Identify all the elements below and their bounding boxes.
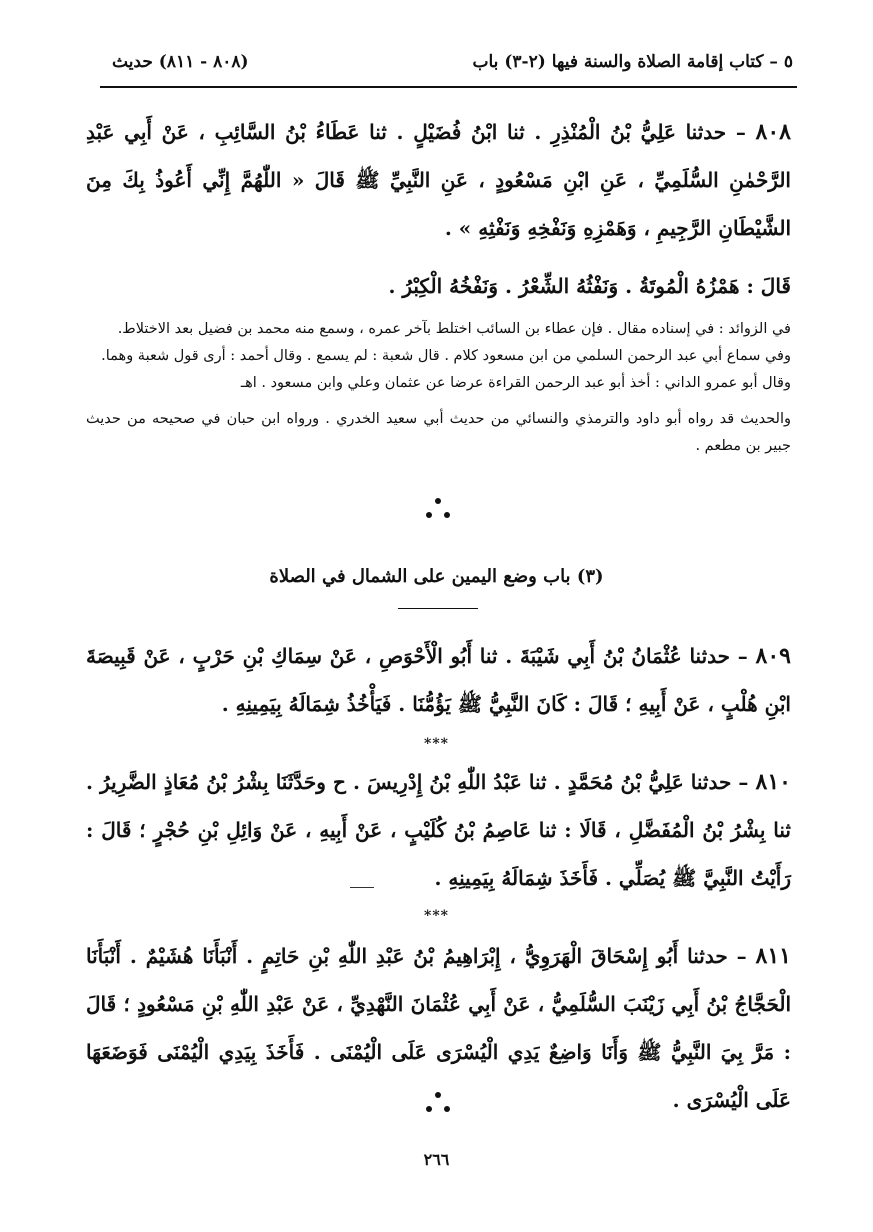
chapter-rule <box>398 608 478 609</box>
header-hadith-range: (٨٠٨ - ٨١١) حديث <box>112 52 249 72</box>
hadith-number: ٨٠٨ <box>755 119 791 145</box>
section-stars: *** <box>424 908 449 924</box>
commentary-line-3: وقال أبو عمرو الداني : أخذ أبو عبد الرحمن القراءة عرضا عن عثمان وعلي وابن مسعود . اهـ <box>240 375 791 391</box>
page-number: ٢٦٦ <box>423 1150 450 1169</box>
ornament-dots <box>423 1092 453 1116</box>
header-chapter-label: ٥ – كتاب إقامة الصلاة والسنة فيها (٢-٣) باب <box>472 52 793 72</box>
hadith-text: – حدثنا عَلِيُّ بْنُ الْمُنْذِرِ . ثنا ابْنُ فُضَيْلٍ . ثنا عَطَاءُ بْنُ السَّائِبِ ، عَنْ أَبِي عَبْدِ الرَّحْمٰنِ السُّلَمِيِّ ، عَنِ ابْنِ مَسْعُودٍ ، عَنِ النَّبِيِّ ﷺ قَالَ « اللّٰهُمَّ إِنِّي أَعُوذُ بِكَ مِنَ الشَّيْطَانِ الرَّجِيمِ ، وَهَمْزِهِ وَنَفْخِهِ وَنَفْثِهِ » . <box>86 120 791 240</box>
hadith-number: ٨١١ <box>755 943 791 969</box>
stray-mark <box>350 887 374 888</box>
commentary-line-4: والحديث قد رواه أبو داود والترمذي والنسائي من حديث أبي سعيد الخدري . ورواه ابن حبان في صحيحه من حديث جبير بن مطعم . <box>86 411 791 454</box>
hadith-text: – حدثنا عُثْمَانُ بْنُ أَبِي شَيْبَةَ . ثنا أَبُو الْأَحْوَصِ ، عَنْ سِمَاكِ بْنِ حَرْبٍ ، عَنْ قَبِيصَةَ ابْنِ هُلْبٍ ، عَنْ أَبِيهِ ؛ قَالَ : كَانَ النَّبِيُّ ﷺ يَؤُمُّنَا . فَيَأْخُذُ شِمَالَهُ بِيَمِينِهِ . <box>86 644 791 716</box>
hadith-808-explanation <box>300 262 791 310</box>
hadith-text: – حدثنا عَلِيُّ بْنُ مُحَمَّدٍ . ثنا عَبْدُ اللّٰهِ بْنُ إِدْرِيسَ . ح وحَدَّثَنَا بِشْرُ بْنُ مُعَاذٍ الضَّرِيرُ . ثنا بِشْرُ بْنُ الْمُفَضَّلِ ، قَالَا : ثنا عَاصِمُ بْنُ كُلَيْبٍ ، عَنْ أَبِيهِ ، عَنْ وَائِلِ بْنِ حُجْرٍ ؛ قَالَ : رَأَيْتُ النَّبِيَّ ﷺ يُصَلِّي . فَأَخَذَ شِمَالَهُ بِيَمِينِهِ . <box>86 770 791 890</box>
explanation-text: قَالَ : هَمْزُهُ الْمُوتَةُ . وَنَفْثُهُ الشِّعْرُ . وَنَفْخُهُ الْكِبْرُ . <box>388 274 791 298</box>
commentary-line-1: في الزوائد : في إسناده مقال . فإن عطاء بن السائب اختلط بآخر عمره ، وسمع منه محمد بن فضيل بعد الاختلاط. <box>117 321 791 337</box>
hadith-810 <box>86 758 791 902</box>
hadith-number: ٨٠٩ <box>755 643 791 669</box>
hadith-809 <box>86 632 791 728</box>
hadith-number: ٨١٠ <box>755 769 791 795</box>
running-header <box>112 40 793 84</box>
chapter-heading: (٣) باب وضع اليمين على الشمال في الصلاة <box>269 566 604 587</box>
ornament-dots <box>423 498 453 522</box>
hadith-text: – حدثنا أَبُو إِسْحَاقَ الْهَرَوِيُّ ، إِبْرَاهِيمُ بْنُ عَبْدِ اللّٰهِ بْنِ حَاتِمٍ . أَنْبَأَنَا هُشَيْمٌ . أَنْبَأَنَا الْحَجَّاجُ بْنُ أَبِي زَيْنَبَ السُّلَمِيُّ ، عَنْ أَبِي عُثْمَانَ النَّهْدِيِّ ، عَنْ عَبْدِ اللّٰهِ بْنِ مَسْعُودٍ ؛ قَالَ : مَرَّ بِيَ النَّبِيُّ ﷺ وَأَنَا وَاضِعٌ يَدِي الْيُسْرَى عَلَى الْيُمْنَى . فَأَخَذَ بِيَدِي الْيُمْنَى فَوَضَعَهَا عَلَى الْيُسْرَى . <box>86 944 791 1112</box>
header-rule <box>100 86 797 88</box>
hadith-808 <box>86 108 791 252</box>
commentary-line-2: وفي سماع أبي عبد الرحمن السلمي من ابن مسعود كلام . قال شعبة : لم يسمع . وقال أحمد : أرى قول شعبة وهما. <box>101 348 791 364</box>
section-stars: *** <box>424 736 449 752</box>
